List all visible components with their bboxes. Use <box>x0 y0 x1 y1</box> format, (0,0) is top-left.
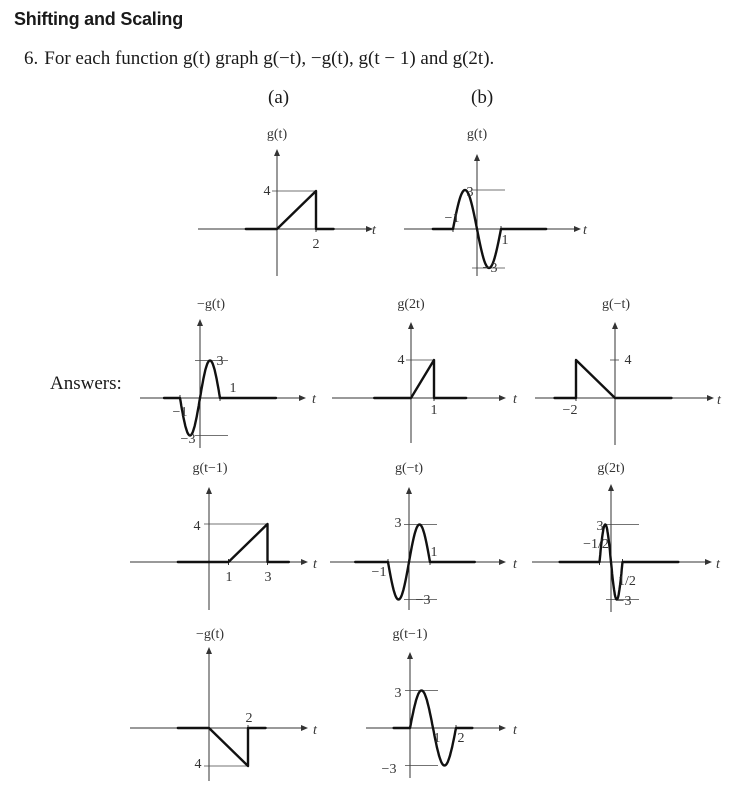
x-axis-label: t <box>313 557 317 572</box>
graph-title: g(−t) <box>394 461 424 476</box>
graph-title: g(t) <box>266 127 288 142</box>
x-axis-label: t <box>513 557 517 572</box>
y-tick-label: −3 <box>482 261 498 276</box>
function-curve <box>246 191 334 229</box>
graph-title: g(t−1) <box>192 461 228 476</box>
x-tick-label: 2 <box>457 731 465 746</box>
x-axis-arrow <box>301 725 308 731</box>
graph-title: g(2t) <box>397 297 425 312</box>
y-tick-label: 4 <box>263 184 271 199</box>
y-tick-label: −3 <box>180 432 196 447</box>
graph-ans-g2t-a <box>332 297 518 443</box>
graph-title: g(2t) <box>597 461 625 476</box>
x-axis-arrow <box>499 725 506 731</box>
x-tick-label: 1 <box>433 731 441 746</box>
answers-label: Answers: <box>50 373 122 394</box>
problem-number: 6. <box>24 48 39 69</box>
x-tick-label: 1/2 <box>618 574 636 589</box>
y-tick-label: 4 <box>193 519 201 534</box>
y-tick-label: −3 <box>616 594 632 609</box>
y-axis-arrow <box>474 154 480 161</box>
x-tick-label: 1 <box>430 545 438 560</box>
x-axis-arrow <box>705 559 712 565</box>
x-tick-label: 1 <box>430 403 438 418</box>
function-curve <box>178 728 266 766</box>
y-axis-arrow <box>197 319 203 326</box>
column-label-b: (b) <box>471 87 494 108</box>
graph-title: g(t−1) <box>392 627 428 642</box>
column-label-a: (a) <box>268 87 290 108</box>
graph-ans-neg-g-a <box>130 627 318 781</box>
y-tick-label: 3 <box>596 519 604 534</box>
x-tick-label: 2 <box>312 237 320 252</box>
x-axis-arrow <box>574 226 581 232</box>
x-axis-label: t <box>313 723 317 738</box>
x-axis-arrow <box>499 395 506 401</box>
x-tick-label: −1/2 <box>583 537 609 552</box>
x-axis-label: t <box>583 223 587 238</box>
graph-ans-g2t-b <box>532 461 721 612</box>
x-axis-arrow <box>301 559 308 565</box>
x-tick-label: 1 <box>229 381 237 396</box>
y-axis-arrow <box>406 487 412 494</box>
graph-ans-gtm1-a <box>130 461 318 610</box>
y-tick-label: 4 <box>397 353 405 368</box>
y-axis-arrow <box>408 322 414 329</box>
y-axis-arrow <box>407 652 413 659</box>
x-tick-label: −2 <box>562 403 578 418</box>
graph-title: −g(t) <box>195 627 225 642</box>
x-tick-label: 1 <box>501 233 509 248</box>
x-tick-label: 3 <box>264 570 272 585</box>
x-tick-label: 1 <box>225 570 233 585</box>
function-curve <box>394 691 473 766</box>
x-axis-label: t <box>716 557 720 572</box>
graph-a-g <box>198 127 377 276</box>
y-axis-arrow <box>274 149 280 156</box>
y-tick-label: 3 <box>394 686 402 701</box>
section-title: Shifting and Scaling <box>14 9 184 29</box>
x-axis-arrow <box>499 559 506 565</box>
y-axis-arrow <box>206 647 212 654</box>
x-axis-label: t <box>372 223 376 238</box>
y-tick-label: 4 <box>624 353 632 368</box>
x-axis-arrow <box>707 395 714 401</box>
graph-title: −g(t) <box>196 297 226 312</box>
y-tick-label: −3 <box>381 762 397 777</box>
x-tick-label: 2 <box>245 711 253 726</box>
x-tick-label: −1 <box>444 211 460 226</box>
function-curve <box>555 360 672 398</box>
graph-ans-gtm1-b <box>366 627 518 778</box>
y-axis-arrow <box>612 322 618 329</box>
function-curve <box>164 361 276 436</box>
x-axis-label: t <box>513 392 517 407</box>
x-tick-label: −1 <box>172 405 188 420</box>
y-tick-label: 3 <box>216 354 224 369</box>
x-axis-arrow <box>299 395 306 401</box>
y-tick-label: 4 <box>194 757 202 772</box>
graph-ans-gneg-b <box>330 461 518 610</box>
y-tick-label: 3 <box>466 185 474 200</box>
function-curve <box>374 360 466 398</box>
y-axis-arrow <box>608 484 614 491</box>
x-axis-label: t <box>717 393 721 408</box>
graph-ans-neg-g-b <box>140 297 317 448</box>
x-tick-label: −1 <box>371 565 387 580</box>
graph-ans-gneg-a <box>535 297 722 445</box>
graph-title: g(t) <box>466 127 488 142</box>
y-tick-label: −3 <box>415 593 431 608</box>
y-axis-arrow <box>206 487 212 494</box>
problem-text: For each function g(t) graph g(−t), −g(t), g(t − 1) and g(2t). <box>44 48 495 69</box>
graph-title: g(−t) <box>601 297 631 312</box>
x-axis-label: t <box>513 723 517 738</box>
y-tick-label: 3 <box>394 516 402 531</box>
graph-b-g <box>404 127 588 276</box>
x-axis-label: t <box>312 392 316 407</box>
